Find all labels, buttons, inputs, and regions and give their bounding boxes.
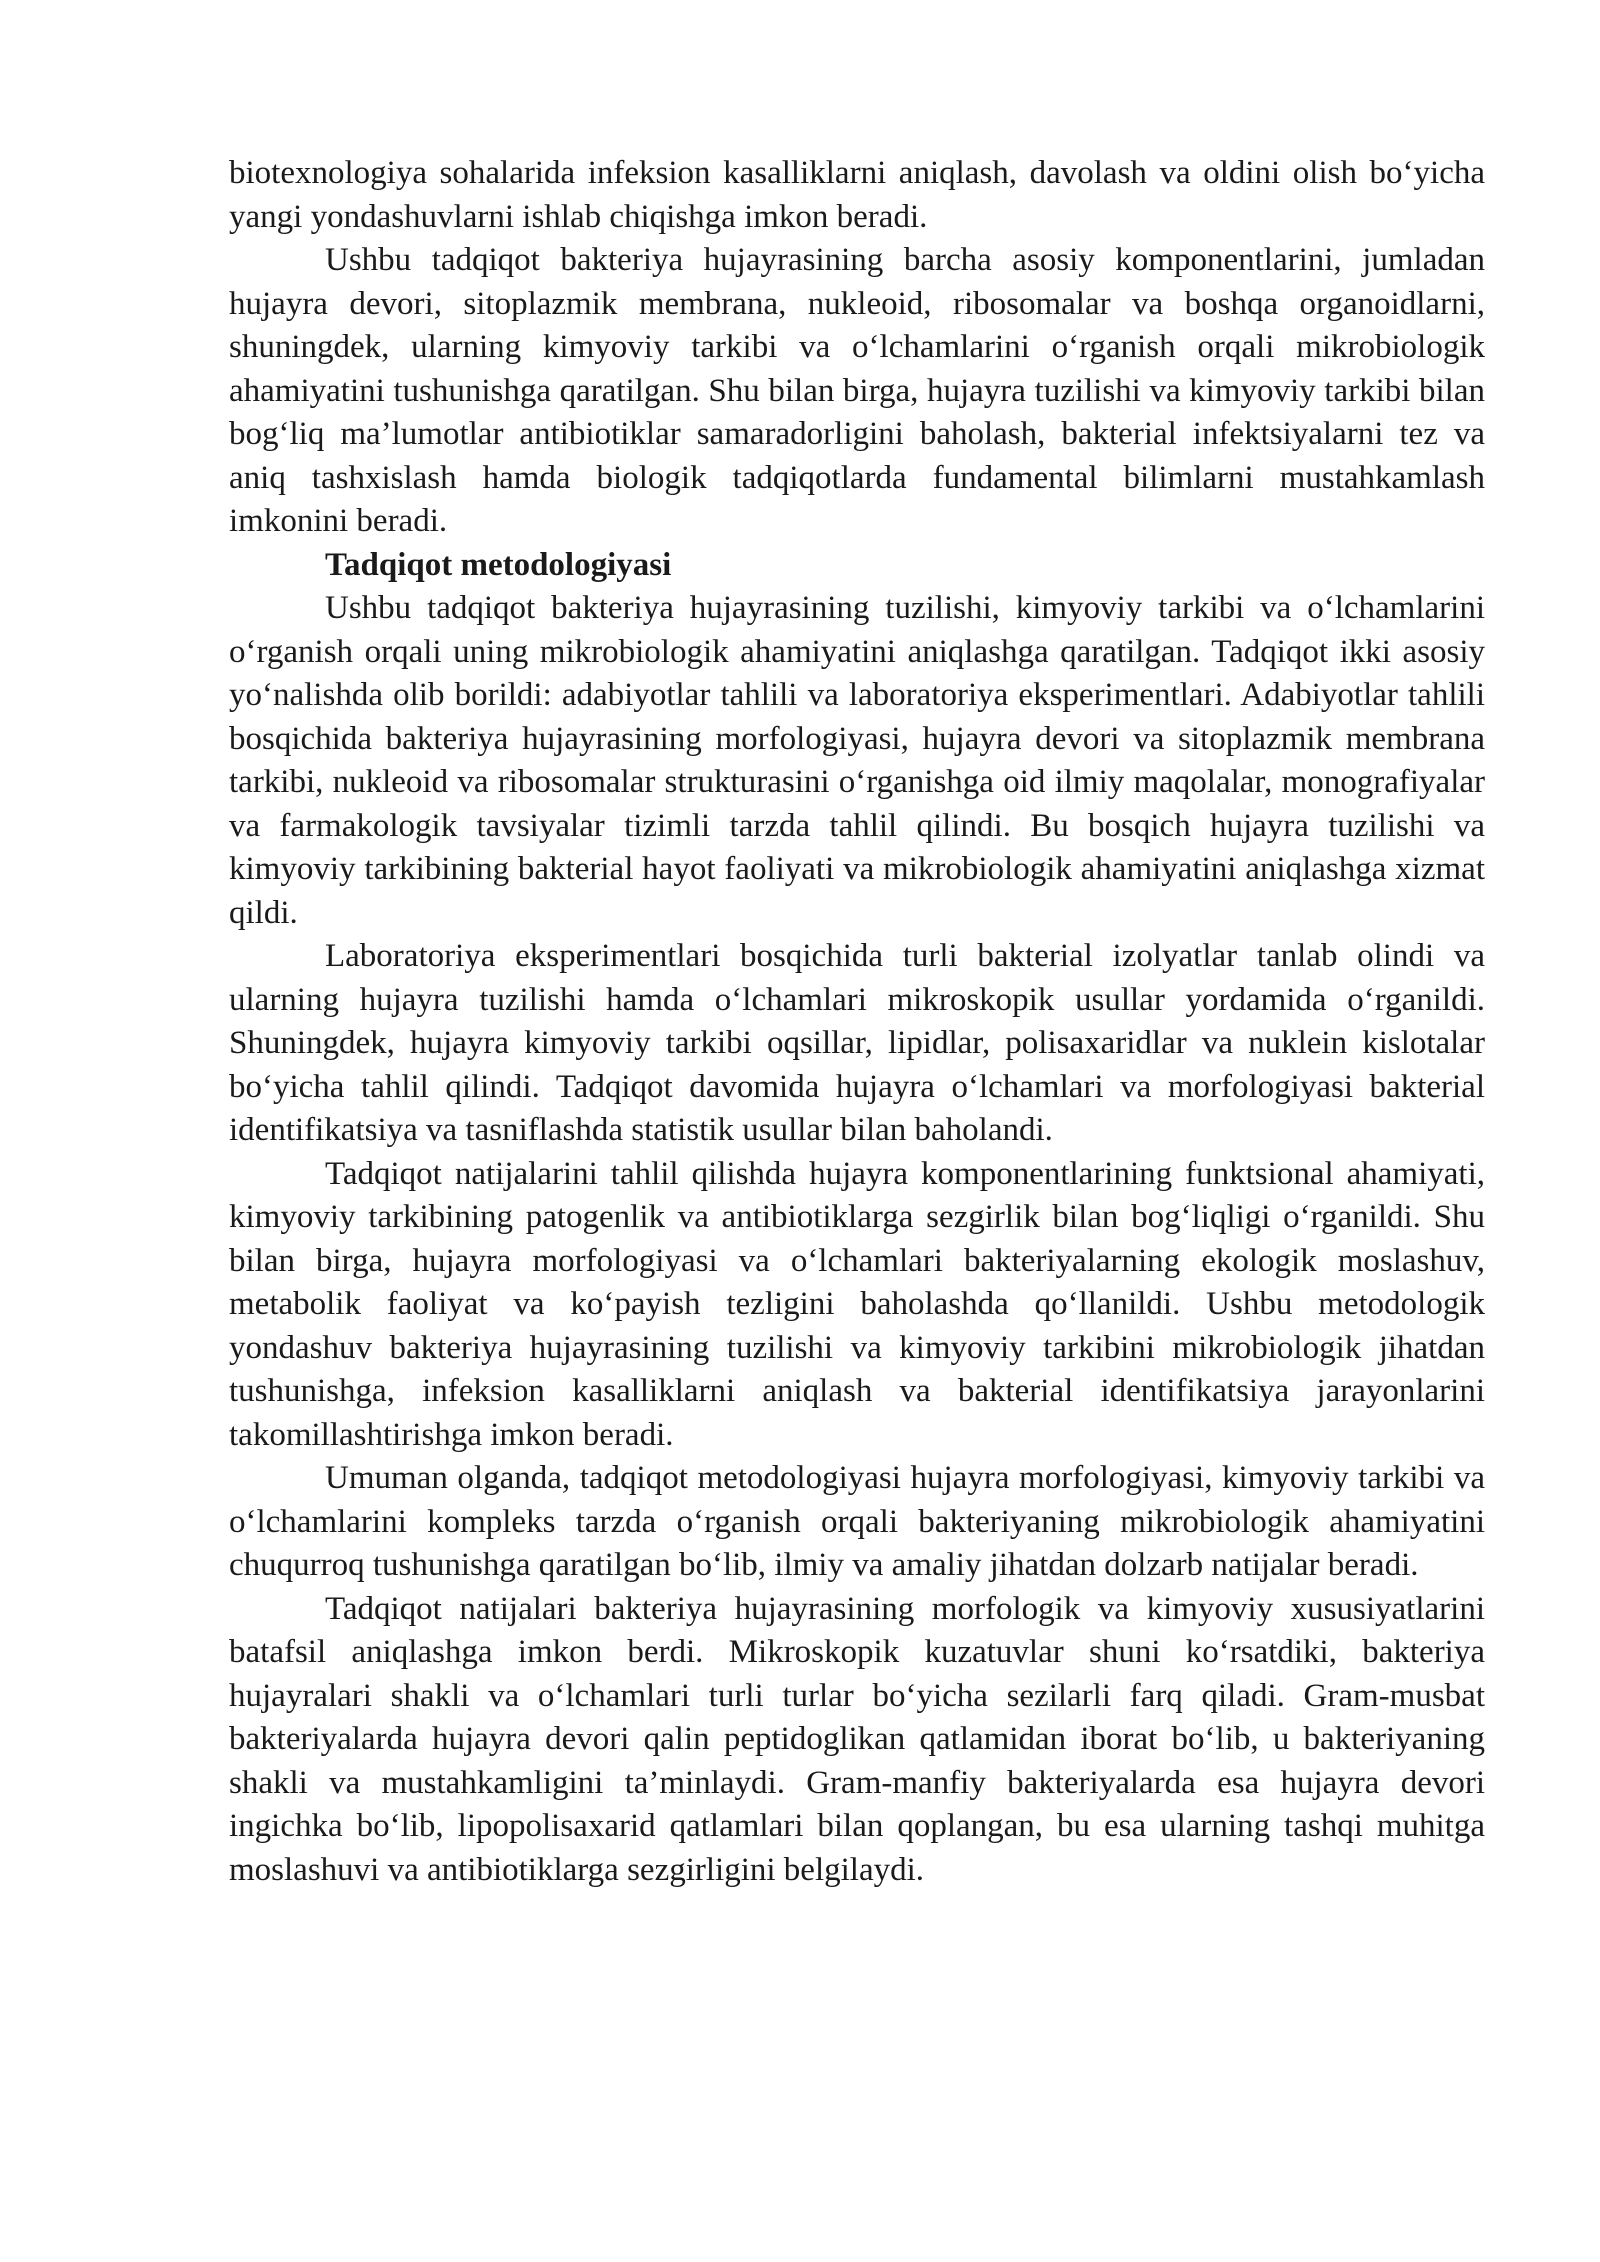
paragraph-study-aim: Ushbu tadqiqot bakteriya hujayrasining barcha asosiy komponentlarini, jumladan hujayra devori, sitoplazmik membrana, nukleoid, ribosomalar va boshqa organoidlarni, shuningdek, ularning kimyoviy tarkibi va o‘lchamlarini o‘rganish orqali mikrobiologik ahamiyatini tushunishga qaratilgan. Shu bilan birga, hujayra tuzilishi va kimyoviy tarkibi bilan bog‘liq ma’lumotlar antibiotiklar samaradorligini baholash, bakterial infektsiyalarni tez va aniq tashxislash hamda biologik tadqiqotlarda fundamental bilimlarni mustahkamlash imkonini beradi.: [229, 242, 1485, 539]
paragraph-results-analysis: Tadqiqot natijalarini tahlil qilishda hujayra komponentlarining funktsional ahamiyati, kimyoviy tarkibining patogenlik va antibiotiklarga sezgirlik bilan bog‘liqligi o‘rganildi. Shu bilan birga, hujayra morfologiyasi va o‘lchamlari bakteriyalarning ekologik moslashuv, metabolik faoliyat va ko‘payish tezligini baholashda qo‘llanildi. Ushbu metodologik yondashuv bakteriya hujayrasining tuzilishi va kimyoviy tarkibini mikrobiologik jihatdan tushunishga, infeksion kasalliklarni aniqlash va bakterial identifikatsiya jarayonlarini takomillashtirishga imkon beradi.: [229, 1155, 1485, 1453]
paragraph-methodology-intro: Ushbu tadqiqot bakteriya hujayrasining tuzilishi, kimyoviy tarkibi va o‘lchamlarini o‘rganish orqali uning mikrobiologik ahamiyatini aniqlashga qaratilgan. Tadqiqot ikki asosiy yo‘nalishda olib borildi: adabiyotlar tahlili va laboratoriya eksperimentlari. Adabiyotlar tahlili bosqichida bakteriya hujayrasining morfologiyasi, hujayra devori va sitoplazmik membrana tarkibi, nukleoid va ribosomalar strukturasini o‘rganishga oid ilmiy maqolalar, monografiyalar va farmakologik tavsiyalar tizimli tarzda tahlil qilindi. Bu bosqich hujayra tuzilishi va kimyoviy tarkibining bakterial hayot faoliyati va mikrobiologik ahamiyatini aniqlashga xizmat qildi.: [229, 590, 1485, 931]
paragraph-continued: biotexnologiya sohalarida infeksion kasalliklarni aniqlash, davolash va oldini olish bo‘yicha yangi yondashuvlarni ishlab chiqishga imkon beradi.: [229, 155, 1485, 235]
paragraph-methodology-summary: Umuman olganda, tadqiqot metodologiyasi hujayra morfologiyasi, kimyoviy tarkibi va o‘lchamlarini kompleks tarzda o‘rganish orqali bakteriyaning mikrobiologik ahamiyatini chuqurroq tushunishga qaratilgan bo‘lib, ilmiy va amaliy jihatdan dolzarb natijalar beradi.: [229, 1460, 1485, 1583]
document-body: [229, 152, 1485, 1892]
paragraph-laboratory-experiments: Laboratoriya eksperimentlari bosqichida turli bakterial izolyatlar tanlab olindi va ularning hujayra tuzilishi hamda o‘lchamlari mikroskopik usullar yordamida o‘rganildi. Shuningdek, hujayra kimyoviy tarkibi oqsillar, lipidlar, polisaxaridlar va nuklein kislotalar bo‘yicha tahlil qilindi. Tadqiqot davomida hujayra o‘lchamlari va morfologiyasi bakterial identifikatsiya va tasniflashda statistik usullar bilan baholandi.: [229, 938, 1485, 1148]
section-heading-methodology: Tadqiqot metodologiyasi: [325, 546, 672, 583]
paragraph-results: Tadqiqot natijalari bakteriya hujayrasining morfologik va kimyoviy xususiyatlarini batafsil aniqlashga imkon berdi. Mikroskopik kuzatuvlar shuni ko‘rsatdiki, bakteriya hujayralari shakli va o‘lchamlari turli turlar bo‘yicha sezilarli farq qiladi. Gram-musbat bakteriyalarda hujayra devori qalin peptidoglikan qatlamidan iborat bo‘lib, u bakteriyaning shakli va mustahkamligini ta’minlaydi. Gram-manfiy bakteriyalarda esa hujayra devori ingichka bo‘lib, lipopolisaxarid qatlamlari bilan qoplangan, bu esa ularning tashqi muhitga moslashuvi va antibiotiklarga sezgirligini belgilaydi.: [229, 1590, 1485, 1888]
